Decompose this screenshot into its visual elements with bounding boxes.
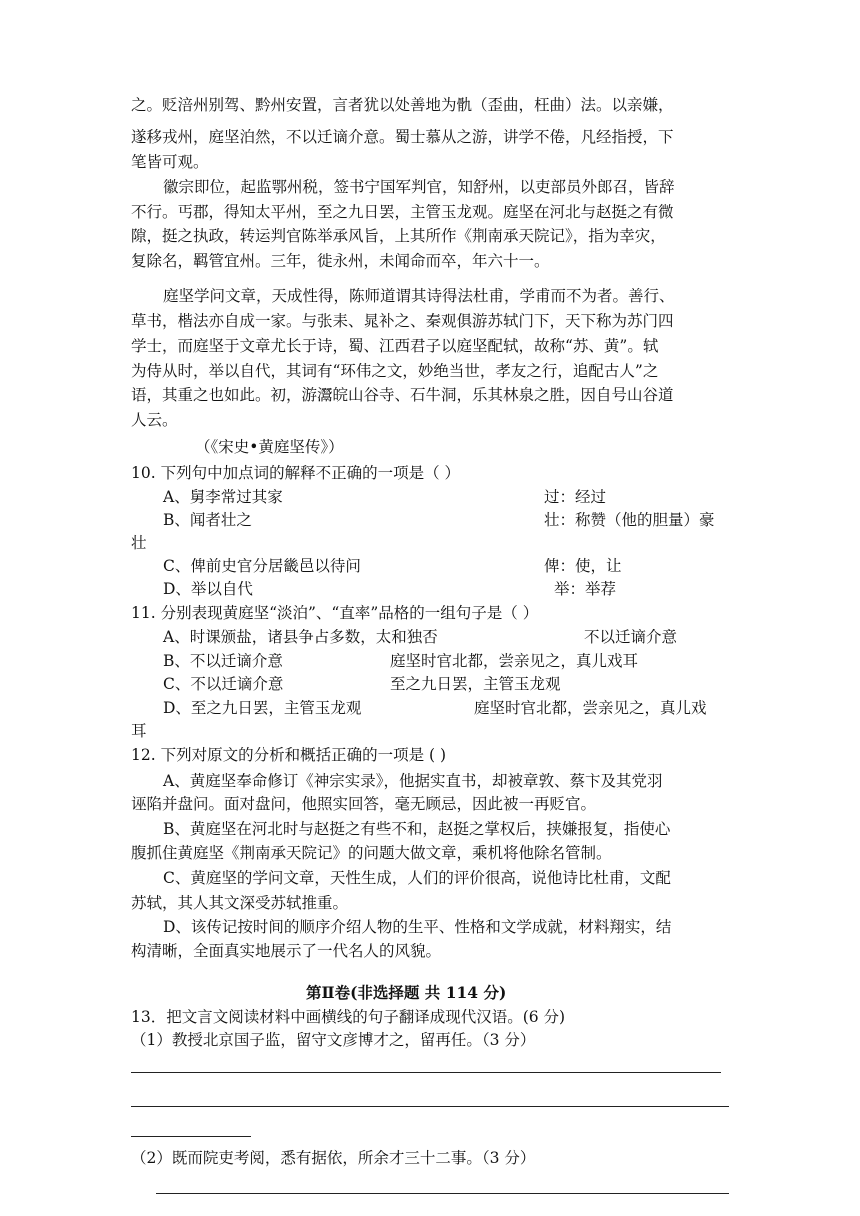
q12-option-a-line-2: 诬陷并盘问。面对盘问，他照实回答，毫无顾忌，因此被一再贬官。	[131, 795, 597, 813]
passage-p1-line-1: 之。贬涪州别驾、黔州安置，言者犹以处善地为骩（歪曲，枉曲）法。以亲嫌，	[131, 96, 674, 114]
q10-option-c-gloss: 俾：使，让	[544, 557, 622, 575]
q12-option-b-line-2: 腹抓住黄庭坚《荆南承天院记》的问题大做文章，乘机将他除名管制。	[131, 844, 612, 862]
q10-stem: 10. 下列句中加点词的解释不正确的一项是（ ）	[131, 464, 461, 482]
passage-p3-line-4: 为侍从时，举以自代，其词有“环伟之文，妙绝当世，孝友之行，追配古人”之	[131, 362, 659, 380]
q13-sentence-2: （2）既而院吏考阅，悉有据依，所余才三十二事。（3 分）	[131, 1149, 536, 1167]
q12-option-d-line-2: 构清晰，全面真实地展示了一代名人的风貌。	[131, 942, 442, 960]
passage-p3-line-5: 语，其重之也如此。初，游灊皖山谷寺、石牛洞，乐其林泉之胜，因自号山谷道	[131, 386, 674, 404]
passage-source: （《宋史•黄庭坚传》）	[195, 438, 344, 456]
q11-option-b: B、不以迁谪介意	[163, 652, 283, 670]
q10-option-d-gloss: 举：举荐	[554, 580, 617, 598]
answer-line-4[interactable]	[156, 1193, 729, 1194]
q12-option-a-line-1: A、黄庭坚奉命修订《神宗实录》，他据实直书，却被章敦、蔡卞及其党羽	[163, 772, 663, 790]
passage-p2-line-3: 隙，挺之执政，转运判官陈举承风旨，上其所作《荆南承天院记》，指为幸灾，	[131, 227, 666, 245]
q12-option-c-line-1: C、黄庭坚的学问文章，天性生成，人们的评价很高，说他诗比杜甫，文配	[163, 869, 671, 887]
q12-option-d-line-1: D、该传记按时间的顺序介绍人物的生平、性格和文学成就，材料翔实，结	[163, 918, 672, 936]
q10-option-b: B、闻者壮之	[163, 511, 252, 529]
passage-p1-line-2: 遂移戎州，庭坚泊然，不以迁谪介意。蜀士慕从之游，讲学不倦，凡经指授，下	[131, 128, 674, 146]
q11-option-c-right: 至之九日罢，主管玉龙观	[390, 675, 561, 693]
answer-line-2[interactable]	[131, 1106, 729, 1107]
q12-stem: 12. 下列对原文的分析和概括正确的一项是 ( )	[131, 746, 447, 764]
q10-option-c: C、俾前史官分居畿邑以待问	[163, 557, 361, 575]
passage-p3-line-1: 庭坚学问文章，天成性得，陈师道谓其诗得法杜甫，学甫而不为者。善行、	[163, 287, 675, 305]
q11-option-d-right: 庭坚时官北都，尝亲见之，真儿戏	[474, 699, 707, 717]
q11-option-d-wrap: 耳	[131, 722, 147, 740]
q11-stem: 11. 分别表现黄庭坚“淡泊”、“直率”品格的一组句子是（ ）	[131, 604, 539, 622]
q10-option-b-gloss: 壮：称赞（他的胆量）豪	[544, 511, 715, 529]
q12-option-c-line-2: 苏轼，其人其文深受苏轼推重。	[131, 894, 349, 912]
q12-option-b-line-1: B、黄庭坚在河北时与赵挺之有些不和，赵挺之掌权后，挟嫌报复，指使心	[163, 820, 671, 838]
passage-p2-line-2: 不行。丐郡，得知太平州，至之九日罢，主管玉龙观。庭坚在河北与赵挺之有微	[131, 203, 674, 221]
q11-option-a: A、时课颁盐，诸县争占多数，太和独否	[163, 628, 438, 646]
passage-p3-line-3: 学士，而庭坚于文章尤长于诗，蜀、江西君子以庭坚配轼，故称“苏、黄”。轼	[131, 337, 659, 355]
passage-p2-line-4: 复除名，羁管宜州。三年，徙永州，未闻命而卒，年六十一。	[131, 252, 550, 270]
answer-line-1[interactable]	[131, 1072, 721, 1073]
q13-stem: 13．把文言文阅读材料中画横线的句子翻译成现代汉语。(6 分)	[131, 1008, 566, 1026]
passage-p1-line-3: 笔皆可观。	[131, 153, 209, 171]
q10-option-a-gloss: 过：经过	[544, 488, 607, 506]
q10-option-b-gloss-wrap: 壮	[131, 534, 147, 552]
q11-option-b-right: 庭坚时官北都，尝亲见之，真儿戏耳	[390, 652, 639, 670]
q11-option-a-right: 不以迁谪介意	[584, 628, 678, 646]
q11-option-c: C、不以迁谪介意	[163, 675, 284, 693]
q10-option-a: A、舅李常过其家	[163, 488, 283, 506]
passage-p3-line-6: 人云。	[131, 411, 178, 429]
section-2-title: 第Ⅱ卷(非选择题 共 114 分)	[306, 983, 507, 1002]
passage-p2-line-1: 徽宗即位，起监鄂州税，签书宁国军判官，知舒州，以吏部员外郎召，皆辞	[163, 178, 675, 196]
q11-option-d: D、至之九日罢，主管玉龙观	[163, 699, 362, 717]
q10-option-d: D、举以自代	[163, 580, 253, 598]
passage-p3-line-2: 草书，楷法亦自成一家。与张耒、晁补之、秦观俱游苏轼门下，天下称为苏门四	[131, 312, 674, 330]
answer-line-3[interactable]	[131, 1136, 251, 1137]
q13-sentence-1: （1）教授北京国子监，留守文彦博才之，留再任。（3 分）	[131, 1031, 536, 1049]
